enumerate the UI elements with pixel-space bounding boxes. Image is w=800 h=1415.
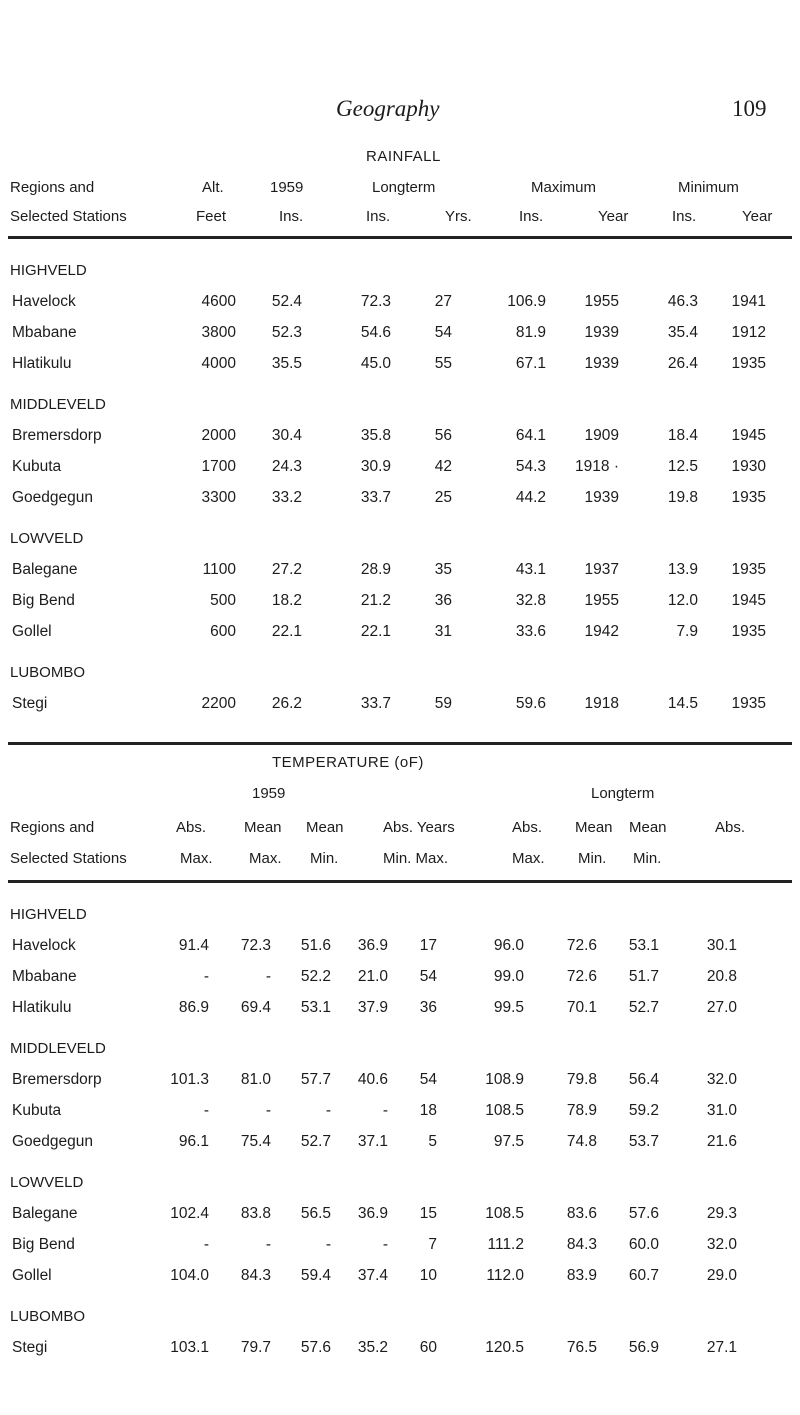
table-cell: 111.2 [487,1236,524,1253]
station-name: Havelock [12,293,76,310]
table-cell: 28.9 [360,561,391,578]
table-cell: 104.0 [170,1267,209,1284]
table-cell: 84.3 [566,1236,597,1253]
table-row [0,561,800,585]
temperature-header-mean-max-2: Max. [249,850,282,867]
station-name: Goedgegun [12,489,94,506]
region-heading [0,906,800,930]
region-name: HIGHVELD [10,262,87,279]
table-cell: 35.8 [360,427,391,444]
table-cell: 53.7 [628,1133,659,1150]
table-cell: - [265,1102,271,1119]
station-name: Gollel [12,623,52,640]
table-cell: 52.7 [300,1133,331,1150]
table-cell: 32.0 [706,1071,737,1088]
table-cell: 54.3 [515,458,546,475]
table-cell: 52.7 [628,999,659,1016]
table-row [0,695,800,719]
table-cell: 19.8 [667,489,698,506]
region-heading [0,262,800,286]
rainfall-header-feet: Feet [196,208,227,225]
table-cell: 75.4 [240,1133,271,1150]
table-cell: 59.6 [515,695,546,712]
table-cell: 13.9 [667,561,698,578]
table-row [0,458,800,482]
table-cell: 43.1 [515,561,546,578]
table-row [0,355,800,379]
rainfall-header-1959: 1959 [270,179,304,196]
table-cell: 1939 [584,489,619,506]
rainfall-header-minimum: Minimum [678,179,739,196]
table-cell: 108.5 [485,1102,524,1119]
region-name: HIGHVELD [10,906,87,923]
station-name: Big Bend [12,1236,75,1253]
rainfall-header-maximum: Maximum [531,179,597,196]
table-cell: 1945 [731,592,766,609]
table-cell: 91.4 [178,937,209,954]
table-cell: 18.4 [667,427,698,444]
table-row [0,1267,800,1291]
table-cell: 108.9 [485,1071,524,1088]
station-name: Goedgegun [12,1133,94,1150]
rainfall-header-rule [8,236,792,239]
table-cell: 30.4 [271,427,302,444]
table-cell: 21.0 [357,968,388,985]
table-cell: 1945 [731,427,766,444]
table-cell: 106.9 [507,293,546,310]
table-cell: 35.2 [357,1339,388,1356]
station-name: Bremersdorp [12,1071,102,1088]
table-row [0,1102,800,1126]
table-cell: 108.5 [485,1205,524,1222]
station-name: Stegi [12,1339,48,1356]
temperature-header-lt-abs-min: Abs. [715,819,746,836]
station-name: Kubuta [12,1102,62,1119]
table-cell: 1935 [731,561,766,578]
rainfall-caption: RAINFALL [366,148,441,165]
region-heading [0,664,800,688]
table-cell: - [203,1236,209,1253]
table-row [0,324,800,348]
station-name: Bremersdorp [12,427,102,444]
station-name: Big Bend [12,592,75,609]
rainfall-header-maximum-ins: Ins. [519,208,544,225]
table-cell: 1912 [731,324,766,341]
table-cell: 79.7 [240,1339,271,1356]
table-cell: 78.9 [566,1102,597,1119]
station-name: Mbabane [12,324,77,341]
page-header-title: Geography [336,96,440,121]
table-cell: 96.1 [178,1133,209,1150]
temperature-header-mean-min-2: Min. [310,850,339,867]
table-cell: - [203,968,209,985]
temperature-header-lt-abs-max: Abs. [512,819,543,836]
table-cell: 1935 [731,489,766,506]
rainfall-header-longterm-ins: Ins. [366,208,391,225]
region-name: MIDDLEVELD [10,396,106,413]
table-cell: 37.9 [357,999,388,1016]
table-row [0,1071,800,1095]
table-cell: 99.0 [493,968,524,985]
table-cell: 46.3 [667,293,698,310]
rainfall-header-alt: Alt. [202,179,224,196]
table-row [0,1205,800,1229]
station-name: Hlatikulu [12,355,72,372]
table-cell: 72.3 [240,937,271,954]
table-cell: 51.6 [300,937,331,954]
table-cell: 81.0 [240,1071,271,1088]
table-cell: 67.1 [515,355,546,372]
table-cell: 72.6 [566,968,597,985]
table-row [0,1339,800,1363]
rainfall-header-1959-ins: Ins. [279,208,304,225]
table-cell: 97.5 [493,1133,524,1150]
rainfall-header-maximum-year: Year [598,208,629,225]
page-number: 109 [732,96,767,121]
region-name: LOWVELD [10,1174,84,1191]
table-cell: 60.0 [628,1236,659,1253]
temperature-header-abs-years: Abs. Years [383,819,455,836]
temperature-header-1959: 1959 [252,785,286,802]
table-cell: 1955 [584,293,619,310]
table-cell: 52.2 [300,968,331,985]
table-cell: - [325,1236,331,1253]
rainfall-header-minimum-ins: Ins. [672,208,697,225]
temperature-header-lt-mean-max-2: Min. [578,850,607,867]
region-name: LUBOMBO [10,1308,86,1325]
region-heading [0,530,800,554]
table-cell: - [382,1102,388,1119]
table-cell: 27 [434,293,452,310]
rainfall-bottom-rule [8,742,792,745]
station-name: Havelock [12,937,76,954]
table-cell: 5 [428,1133,437,1150]
station-name: Balegane [12,561,78,578]
table-cell: 1935 [731,695,766,712]
table-cell: 1100 [202,561,236,578]
region-heading [0,1040,800,1064]
table-cell: 15 [419,1205,437,1222]
table-cell: 96.0 [493,937,524,954]
table-cell: 37.1 [357,1133,388,1150]
table-cell: 120.5 [485,1339,524,1356]
table-cell: 27.1 [706,1339,737,1356]
table-cell: - [325,1102,331,1119]
table-cell: 31 [434,623,452,640]
table-cell: 101.3 [170,1071,209,1088]
table-cell: 32.8 [515,592,546,609]
region-heading [0,1308,800,1332]
table-row [0,937,800,961]
table-cell: 83.8 [240,1205,271,1222]
table-cell: 20.8 [706,968,737,985]
table-cell: 44.2 [515,489,546,506]
table-cell: 4600 [201,293,236,310]
table-cell: 26.2 [271,695,302,712]
table-cell: 1937 [584,561,619,578]
table-cell: 72.6 [566,937,597,954]
temperature-header-lt-mean-min: Mean [629,819,667,836]
table-cell: 1930 [731,458,766,475]
table-cell: 83.9 [566,1267,597,1284]
region-heading [0,396,800,420]
table-cell: 29.0 [706,1267,737,1284]
temperature-header-lt-abs-max-2: Max. [512,850,545,867]
temperature-header-abs-max-2: Max. [180,850,213,867]
table-cell: 40.6 [357,1071,388,1088]
station-name: Mbabane [12,968,77,985]
table-cell: 79.8 [566,1071,597,1088]
table-cell: 1918 · [575,458,619,475]
table-cell: 60 [419,1339,437,1356]
table-cell: 42 [434,458,452,475]
table-cell: 1918 [584,695,619,712]
table-row [0,623,800,647]
table-cell: 36 [434,592,452,609]
table-cell: 64.1 [515,427,546,444]
table-cell: - [265,968,271,985]
table-row [0,592,800,616]
table-cell: 54 [434,324,452,341]
table-cell: 70.1 [566,999,597,1016]
table-cell: 37.4 [357,1267,388,1284]
table-cell: 1935 [731,623,766,640]
table-cell: 57.6 [300,1339,331,1356]
station-name: Gollel [12,1267,52,1284]
table-cell: 1955 [584,592,619,609]
table-cell: 57.6 [628,1205,659,1222]
table-cell: 22.1 [360,623,391,640]
station-name: Balegane [12,1205,78,1222]
temperature-header-rule [8,880,792,883]
table-cell: 500 [210,592,236,609]
station-name: Kubuta [12,458,62,475]
table-cell: 72.3 [360,293,391,310]
table-cell: 52.4 [271,293,302,310]
table-cell: 45.0 [360,355,391,372]
table-cell: 12.0 [667,592,698,609]
rainfall-header-minimum-year: Year [742,208,773,225]
temperature-caption: TEMPERATURE (oF) [272,754,424,771]
table-cell: 84.3 [240,1267,271,1284]
table-cell: - [203,1102,209,1119]
table-cell: 81.9 [515,324,546,341]
table-cell: 21.6 [706,1133,737,1150]
table-cell: 22.1 [271,623,302,640]
table-row [0,968,800,992]
table-cell: 7.9 [676,623,698,640]
table-cell: 59 [434,695,452,712]
table-cell: - [382,1236,388,1253]
table-cell: 36.9 [357,937,388,954]
table-cell: 14.5 [667,695,698,712]
table-row [0,1236,800,1260]
region-name: LUBOMBO [10,664,86,681]
temperature-header-mean-min: Mean [306,819,344,836]
table-cell: 112.0 [486,1267,524,1284]
table-cell: 35.4 [667,324,698,341]
table-cell: 103.1 [170,1339,209,1356]
table-cell: 52.3 [271,324,302,341]
rainfall-header-longterm-yrs: Yrs. [445,208,472,225]
table-cell: 1941 [731,293,766,310]
table-cell: 1700 [201,458,236,475]
table-cell: 1939 [584,355,619,372]
table-cell: 21.2 [360,592,391,609]
temperature-header-lt-mean-max: Mean [575,819,613,836]
table-cell: 10 [419,1267,437,1284]
table-cell: 86.9 [178,999,209,1016]
table-cell: 31.0 [706,1102,737,1119]
rainfall-header-regions: Regions and [10,179,95,196]
table-cell: 69.4 [240,999,271,1016]
table-cell: 3300 [201,489,236,506]
table-cell: 26.4 [667,355,698,372]
table-cell: 33.7 [360,489,391,506]
table-cell: 56.9 [628,1339,659,1356]
rainfall-header-stations: Selected Stations [10,208,127,225]
rainfall-header-longterm: Longterm [372,179,436,196]
table-cell: 17 [419,937,437,954]
table-cell: 59.4 [300,1267,331,1284]
table-row [0,427,800,451]
table-cell: 27.0 [706,999,737,1016]
table-row [0,489,800,513]
table-cell: 30.1 [706,937,737,954]
table-cell: 33.7 [360,695,391,712]
temperature-header-longterm: Longterm [591,785,655,802]
table-row [0,999,800,1023]
station-name: Hlatikulu [12,999,72,1016]
table-cell: 1942 [584,623,619,640]
temperature-header-lt-mean-min-2: Min. [633,850,662,867]
region-heading [0,1174,800,1198]
table-cell: 56.4 [628,1071,659,1088]
table-cell: 36.9 [357,1205,388,1222]
table-cell: 54.6 [360,324,391,341]
table-cell: 2200 [201,695,236,712]
table-cell: 33.2 [271,489,302,506]
table-cell: 27.2 [271,561,302,578]
table-cell: 7 [428,1236,437,1253]
table-cell: 60.7 [628,1267,659,1284]
table-cell: 56 [434,427,452,444]
region-name: MIDDLEVELD [10,1040,106,1057]
table-cell: 54 [419,968,437,985]
table-cell: 54 [419,1071,437,1088]
table-cell: 59.2 [628,1102,659,1119]
table-cell: 83.6 [566,1205,597,1222]
table-cell: 32.0 [706,1236,737,1253]
table-cell: 1909 [584,427,619,444]
table-cell: 4000 [201,355,236,372]
table-cell: 25 [434,489,452,506]
temperature-header-stations: Selected Stations [10,850,127,867]
temperature-header-mean-max: Mean [244,819,282,836]
table-cell: 74.8 [566,1133,597,1150]
table-cell: 55 [434,355,452,372]
table-cell: 35.5 [271,355,302,372]
table-cell: 51.7 [628,968,659,985]
table-cell: 102.4 [170,1205,209,1222]
table-cell: 18 [419,1102,437,1119]
temperature-header-regions: Regions and [10,819,95,836]
table-cell: 12.5 [667,458,698,475]
table-cell: 1939 [584,324,619,341]
table-cell: 24.3 [271,458,302,475]
table-cell: 36 [419,999,437,1016]
region-name: LOWVELD [10,530,84,547]
table-cell: 3800 [201,324,236,341]
table-row [0,1133,800,1157]
table-cell: 76.5 [566,1339,597,1356]
temperature-header-abs-years-2: Min. Max. [383,850,449,867]
table-cell: 2000 [201,427,236,444]
station-name: Stegi [12,695,48,712]
table-cell: 29.3 [706,1205,737,1222]
table-cell: 99.5 [493,999,524,1016]
table-cell: 600 [210,623,236,640]
table-cell: 53.1 [300,999,331,1016]
table-cell: 1935 [731,355,766,372]
table-cell: 53.1 [628,937,659,954]
table-cell: 30.9 [360,458,391,475]
table-cell: 18.2 [271,592,302,609]
table-cell: 57.7 [300,1071,331,1088]
temperature-header-abs-max: Abs. [176,819,207,836]
table-cell: 56.5 [300,1205,331,1222]
table-cell: 33.6 [515,623,546,640]
table-cell: - [265,1236,271,1253]
table-row [0,293,800,317]
table-cell: 35 [434,561,452,578]
